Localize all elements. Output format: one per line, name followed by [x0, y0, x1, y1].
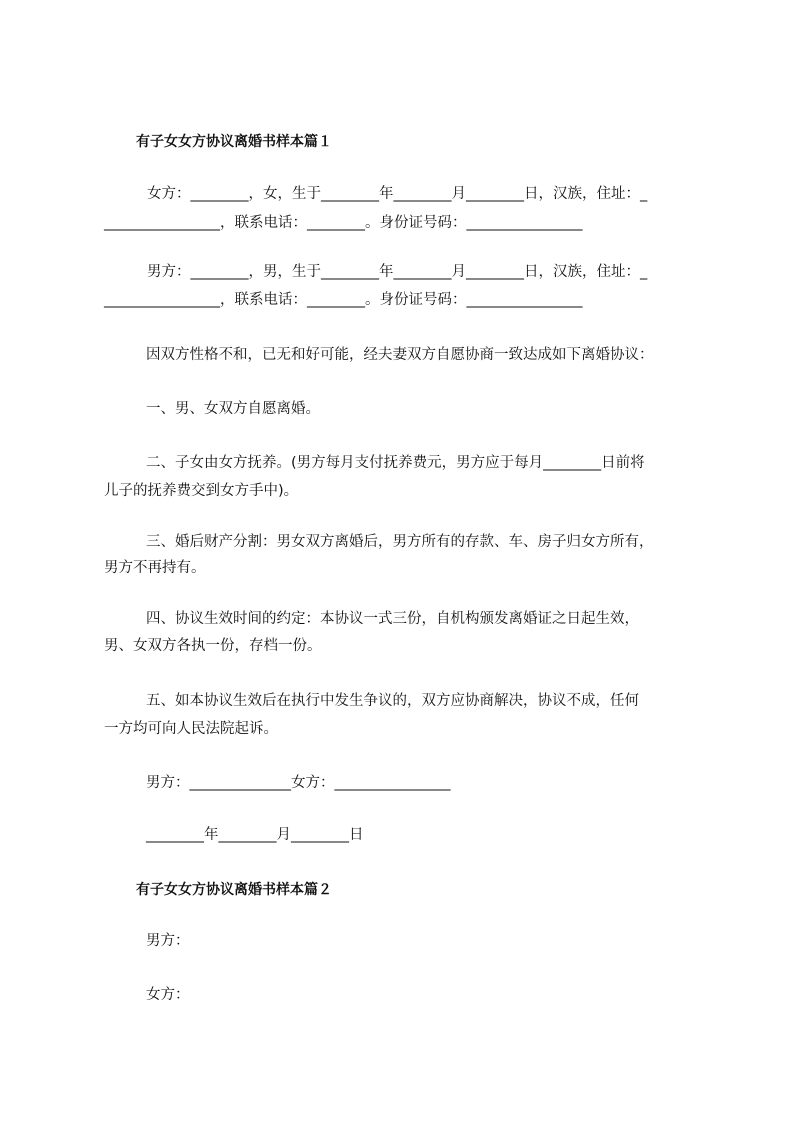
agreement-intro: 因双方性格不和，已无和好可能，经夫妻双方自愿协商一致达成如下离婚协议：	[146, 347, 654, 363]
clause-1: 一、男、女双方自愿离婚。	[146, 401, 320, 417]
clause-4-line-1: 四、协议生效时间的约定：本协议一式三份，自机构颁发离婚证之日起生效，	[146, 611, 639, 627]
clause-3-line-2: 男方不再持有。	[104, 560, 206, 576]
clause-5-line-2: 一方均可向人民法院起诉。	[104, 721, 278, 737]
clause-2-line-1: 二、子女由女方抚养。(男方每月支付抚养费元，男方应于每月________日前将	[146, 455, 645, 471]
signature-line: 男方：______________女方：________________	[146, 775, 451, 791]
section2-wife: 女方：	[146, 987, 190, 1003]
clause-2-line-2: 儿子的抚养费交到女方手中)。	[104, 483, 299, 499]
clause-4-line-2: 男、女双方各执一份，存档一份。	[104, 638, 322, 654]
wife-info-line-1: 女方：________，女，生于________年________月________日，汉族，住址：_	[147, 186, 648, 202]
wife-info-line-2: ________________，联系电话：________。身份证号码：________________	[104, 215, 583, 231]
section1-title: 有子女女方协议离婚书样本篇１	[136, 134, 332, 150]
husband-info-line-1: 男方：________，男，生于________年________月________日，汉族，住址：_	[147, 264, 648, 280]
clause-5-line-1: 五、如本协议生效后在执行中发生争议的，双方应协商解决，协议不成，任何	[146, 693, 639, 709]
section2-husband: 男方：	[146, 933, 190, 949]
section2-title: 有子女女方协议离婚书样本篇２	[136, 882, 332, 898]
husband-info-line-2: ________________，联系电话：________。身份证号码：________________	[104, 292, 583, 308]
clause-3-line-1: 三、婚后财产分割：男女双方离婚后，男方所有的存款、车、房子归女方所有，	[146, 534, 654, 550]
date-line: ________年________月________日	[146, 827, 364, 843]
